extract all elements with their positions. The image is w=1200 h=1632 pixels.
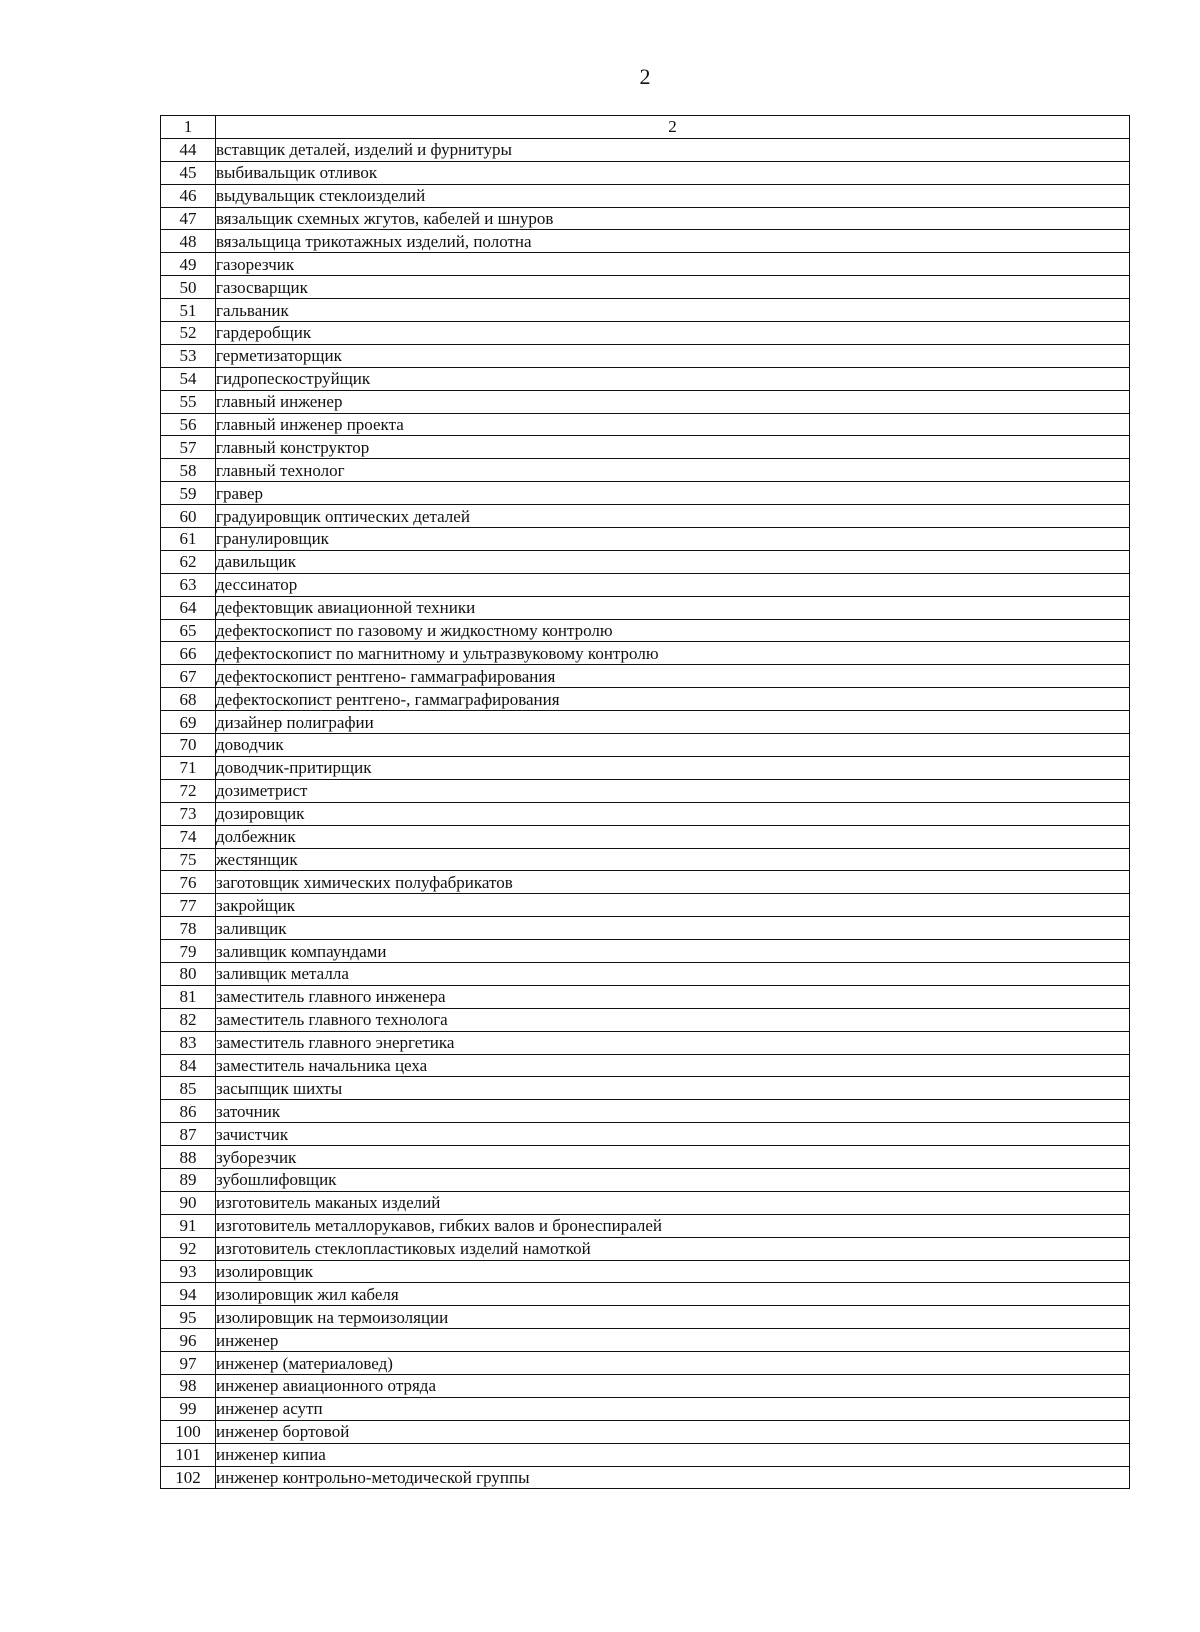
- row-number-cell: 55: [161, 390, 216, 413]
- table-row: [161, 985, 1130, 1008]
- row-number-cell: 89: [161, 1168, 216, 1191]
- header-cell-name: 2: [216, 116, 1130, 139]
- row-number-cell: 92: [161, 1237, 216, 1260]
- row-number-cell: 94: [161, 1283, 216, 1306]
- row-number-cell: 64: [161, 596, 216, 619]
- table-row: [161, 413, 1130, 436]
- profession-name-cell: заточник: [216, 1100, 1130, 1123]
- profession-name-cell: изготовитель металлорукавов, гибких валов и бронеспиралей: [216, 1214, 1130, 1237]
- row-number-cell: 45: [161, 161, 216, 184]
- profession-name-cell: вязальщик схемных жгутов, кабелей и шнуров: [216, 207, 1130, 230]
- row-number-cell: 93: [161, 1260, 216, 1283]
- table-row: [161, 207, 1130, 230]
- profession-name-cell: заместитель начальника цеха: [216, 1054, 1130, 1077]
- row-number-cell: 76: [161, 871, 216, 894]
- table-row: [161, 1466, 1130, 1489]
- profession-name-cell: градуировщик оптических деталей: [216, 505, 1130, 528]
- profession-name-cell: доводчик: [216, 734, 1130, 757]
- table-row: [161, 1374, 1130, 1397]
- table-row: [161, 482, 1130, 505]
- row-number-cell: 81: [161, 985, 216, 1008]
- profession-name-cell: заготовщик химических полуфабрикатов: [216, 871, 1130, 894]
- table-row: [161, 848, 1130, 871]
- profession-name-cell: главный инженер: [216, 390, 1130, 413]
- row-number-cell: 84: [161, 1054, 216, 1077]
- row-number-cell: 63: [161, 573, 216, 596]
- row-number-cell: 101: [161, 1443, 216, 1466]
- profession-name-cell: изготовитель стеклопластиковых изделий намоткой: [216, 1237, 1130, 1260]
- row-number-cell: 100: [161, 1420, 216, 1443]
- profession-name-cell: заливщик компаундами: [216, 940, 1130, 963]
- row-number-cell: 91: [161, 1214, 216, 1237]
- table-row: [161, 1100, 1130, 1123]
- row-number-cell: 95: [161, 1306, 216, 1329]
- row-number-cell: 79: [161, 940, 216, 963]
- row-number-cell: 73: [161, 802, 216, 825]
- profession-name-cell: доводчик-притирщик: [216, 756, 1130, 779]
- profession-name-cell: дефектоскопист по газовому и жидкостному контролю: [216, 619, 1130, 642]
- profession-name-cell: дефектоскопист по магнитному и ультразвуковому контролю: [216, 642, 1130, 665]
- profession-name-cell: зачистчик: [216, 1123, 1130, 1146]
- profession-name-cell: инженер (материаловед): [216, 1352, 1130, 1375]
- profession-name-cell: инженер авиационного отряда: [216, 1374, 1130, 1397]
- profession-name-cell: долбежник: [216, 825, 1130, 848]
- row-number-cell: 56: [161, 413, 216, 436]
- table-row: [161, 1260, 1130, 1283]
- table-row: [161, 1329, 1130, 1352]
- row-number-cell: 50: [161, 276, 216, 299]
- table-row: [161, 299, 1130, 322]
- row-number-cell: 48: [161, 230, 216, 253]
- table-row: [161, 459, 1130, 482]
- table-row: [161, 825, 1130, 848]
- table-row: [161, 505, 1130, 528]
- table-row: [161, 1237, 1130, 1260]
- row-number-cell: 70: [161, 734, 216, 757]
- table-row: [161, 230, 1130, 253]
- row-number-cell: 86: [161, 1100, 216, 1123]
- row-number-cell: 98: [161, 1374, 216, 1397]
- profession-name-cell: гардеробщик: [216, 322, 1130, 345]
- table-row: [161, 1283, 1130, 1306]
- profession-name-cell: инженер кипиа: [216, 1443, 1130, 1466]
- table-row: [161, 734, 1130, 757]
- table-row: [161, 1077, 1130, 1100]
- table-row: [161, 1054, 1130, 1077]
- profession-name-cell: заместитель главного энергетика: [216, 1031, 1130, 1054]
- profession-name-cell: дефектовщик авиационной техники: [216, 596, 1130, 619]
- table-row: [161, 1146, 1130, 1169]
- header-cell-number: 1: [161, 116, 216, 139]
- row-number-cell: 82: [161, 1008, 216, 1031]
- table-row: [161, 619, 1130, 642]
- table-row: [161, 253, 1130, 276]
- profession-name-cell: герметизаторщик: [216, 344, 1130, 367]
- profession-name-cell: заливщик: [216, 917, 1130, 940]
- row-number-cell: 69: [161, 711, 216, 734]
- table-row: [161, 550, 1130, 573]
- row-number-cell: 78: [161, 917, 216, 940]
- table-row: [161, 138, 1130, 161]
- row-number-cell: 83: [161, 1031, 216, 1054]
- profession-name-cell: гравер: [216, 482, 1130, 505]
- row-number-cell: 97: [161, 1352, 216, 1375]
- profession-name-cell: выдувальщик стеклоизделий: [216, 184, 1130, 207]
- row-number-cell: 88: [161, 1146, 216, 1169]
- row-number-cell: 53: [161, 344, 216, 367]
- table-row: [161, 917, 1130, 940]
- table-row: [161, 367, 1130, 390]
- profession-name-cell: зубошлифовщик: [216, 1168, 1130, 1191]
- row-number-cell: 99: [161, 1397, 216, 1420]
- table-row: [161, 184, 1130, 207]
- profession-name-cell: дизайнер полиграфии: [216, 711, 1130, 734]
- profession-name-cell: засыпщик шихты: [216, 1077, 1130, 1100]
- profession-name-cell: газосварщик: [216, 276, 1130, 299]
- profession-name-cell: изготовитель маканых изделий: [216, 1191, 1130, 1214]
- profession-name-cell: изолировщик на термоизоляции: [216, 1306, 1130, 1329]
- profession-name-cell: инженер бортовой: [216, 1420, 1130, 1443]
- table-header-row: [161, 116, 1130, 139]
- table-row: [161, 1443, 1130, 1466]
- row-number-cell: 102: [161, 1466, 216, 1489]
- profession-name-cell: гранулировщик: [216, 528, 1130, 551]
- table-row: [161, 779, 1130, 802]
- row-number-cell: 60: [161, 505, 216, 528]
- row-number-cell: 59: [161, 482, 216, 505]
- profession-name-cell: выбивальщик отливок: [216, 161, 1130, 184]
- row-number-cell: 96: [161, 1329, 216, 1352]
- table-row: [161, 1168, 1130, 1191]
- row-number-cell: 74: [161, 825, 216, 848]
- row-number-cell: 44: [161, 138, 216, 161]
- table-row: [161, 344, 1130, 367]
- row-number-cell: 90: [161, 1191, 216, 1214]
- row-number-cell: 80: [161, 962, 216, 985]
- profession-name-cell: давильщик: [216, 550, 1130, 573]
- table-row: [161, 161, 1130, 184]
- table-row: [161, 665, 1130, 688]
- row-number-cell: 68: [161, 688, 216, 711]
- table-row: [161, 1397, 1130, 1420]
- table-row: [161, 1008, 1130, 1031]
- profession-name-cell: дефектоскопист рентгено- гаммаграфирования: [216, 665, 1130, 688]
- row-number-cell: 71: [161, 756, 216, 779]
- profession-name-cell: инженер контрольно-методической группы: [216, 1466, 1130, 1489]
- profession-name-cell: зуборезчик: [216, 1146, 1130, 1169]
- table-row: [161, 1352, 1130, 1375]
- table-row: [161, 1214, 1130, 1237]
- row-number-cell: 58: [161, 459, 216, 482]
- table-row: [161, 276, 1130, 299]
- row-number-cell: 75: [161, 848, 216, 871]
- profession-name-cell: жестянщик: [216, 848, 1130, 871]
- table-row: [161, 573, 1130, 596]
- row-number-cell: 77: [161, 894, 216, 917]
- profession-name-cell: заместитель главного технолога: [216, 1008, 1130, 1031]
- table-row: [161, 1123, 1130, 1146]
- table-row: [161, 436, 1130, 459]
- table-row: [161, 940, 1130, 963]
- table-row: [161, 1191, 1130, 1214]
- row-number-cell: 49: [161, 253, 216, 276]
- profession-name-cell: дозиметрист: [216, 779, 1130, 802]
- row-number-cell: 57: [161, 436, 216, 459]
- row-number-cell: 87: [161, 1123, 216, 1146]
- profession-name-cell: главный инженер проекта: [216, 413, 1130, 436]
- table-body: [161, 116, 1130, 1489]
- row-number-cell: 65: [161, 619, 216, 642]
- table-row: [161, 390, 1130, 413]
- row-number-cell: 46: [161, 184, 216, 207]
- row-number-cell: 85: [161, 1077, 216, 1100]
- profession-name-cell: заместитель главного инженера: [216, 985, 1130, 1008]
- profession-name-cell: инженер асутп: [216, 1397, 1130, 1420]
- profession-name-cell: газорезчик: [216, 253, 1130, 276]
- table-row: [161, 596, 1130, 619]
- table-row: [161, 528, 1130, 551]
- profession-name-cell: дессинатор: [216, 573, 1130, 596]
- profession-name-cell: гидропескоструйщик: [216, 367, 1130, 390]
- profession-name-cell: вставщик деталей, изделий и фурнитуры: [216, 138, 1130, 161]
- profession-name-cell: главный конструктор: [216, 436, 1130, 459]
- profession-name-cell: изолировщик: [216, 1260, 1130, 1283]
- profession-name-cell: дефектоскопист рентгено-, гаммаграфирования: [216, 688, 1130, 711]
- table-row: [161, 642, 1130, 665]
- row-number-cell: 47: [161, 207, 216, 230]
- table-row: [161, 711, 1130, 734]
- row-number-cell: 67: [161, 665, 216, 688]
- row-number-cell: 61: [161, 528, 216, 551]
- professions-table: [160, 115, 1130, 1489]
- profession-name-cell: закройщик: [216, 894, 1130, 917]
- table-row: [161, 1031, 1130, 1054]
- row-number-cell: 72: [161, 779, 216, 802]
- table-row: [161, 1420, 1130, 1443]
- profession-name-cell: главный технолог: [216, 459, 1130, 482]
- page-number: 2: [639, 64, 651, 89]
- table-row: [161, 322, 1130, 345]
- table-row: [161, 871, 1130, 894]
- row-number-cell: 52: [161, 322, 216, 345]
- row-number-cell: 62: [161, 550, 216, 573]
- profession-name-cell: инженер: [216, 1329, 1130, 1352]
- table-row: [161, 894, 1130, 917]
- row-number-cell: 54: [161, 367, 216, 390]
- table-row: [161, 962, 1130, 985]
- table-row: [161, 1306, 1130, 1329]
- table-row: [161, 802, 1130, 825]
- row-number-cell: 66: [161, 642, 216, 665]
- profession-name-cell: вязальщица трикотажных изделий, полотна: [216, 230, 1130, 253]
- table-row: [161, 756, 1130, 779]
- row-number-cell: 51: [161, 299, 216, 322]
- profession-name-cell: гальваник: [216, 299, 1130, 322]
- profession-name-cell: изолировщик жил кабеля: [216, 1283, 1130, 1306]
- table-row: [161, 688, 1130, 711]
- profession-name-cell: заливщик металла: [216, 962, 1130, 985]
- profession-name-cell: дозировщик: [216, 802, 1130, 825]
